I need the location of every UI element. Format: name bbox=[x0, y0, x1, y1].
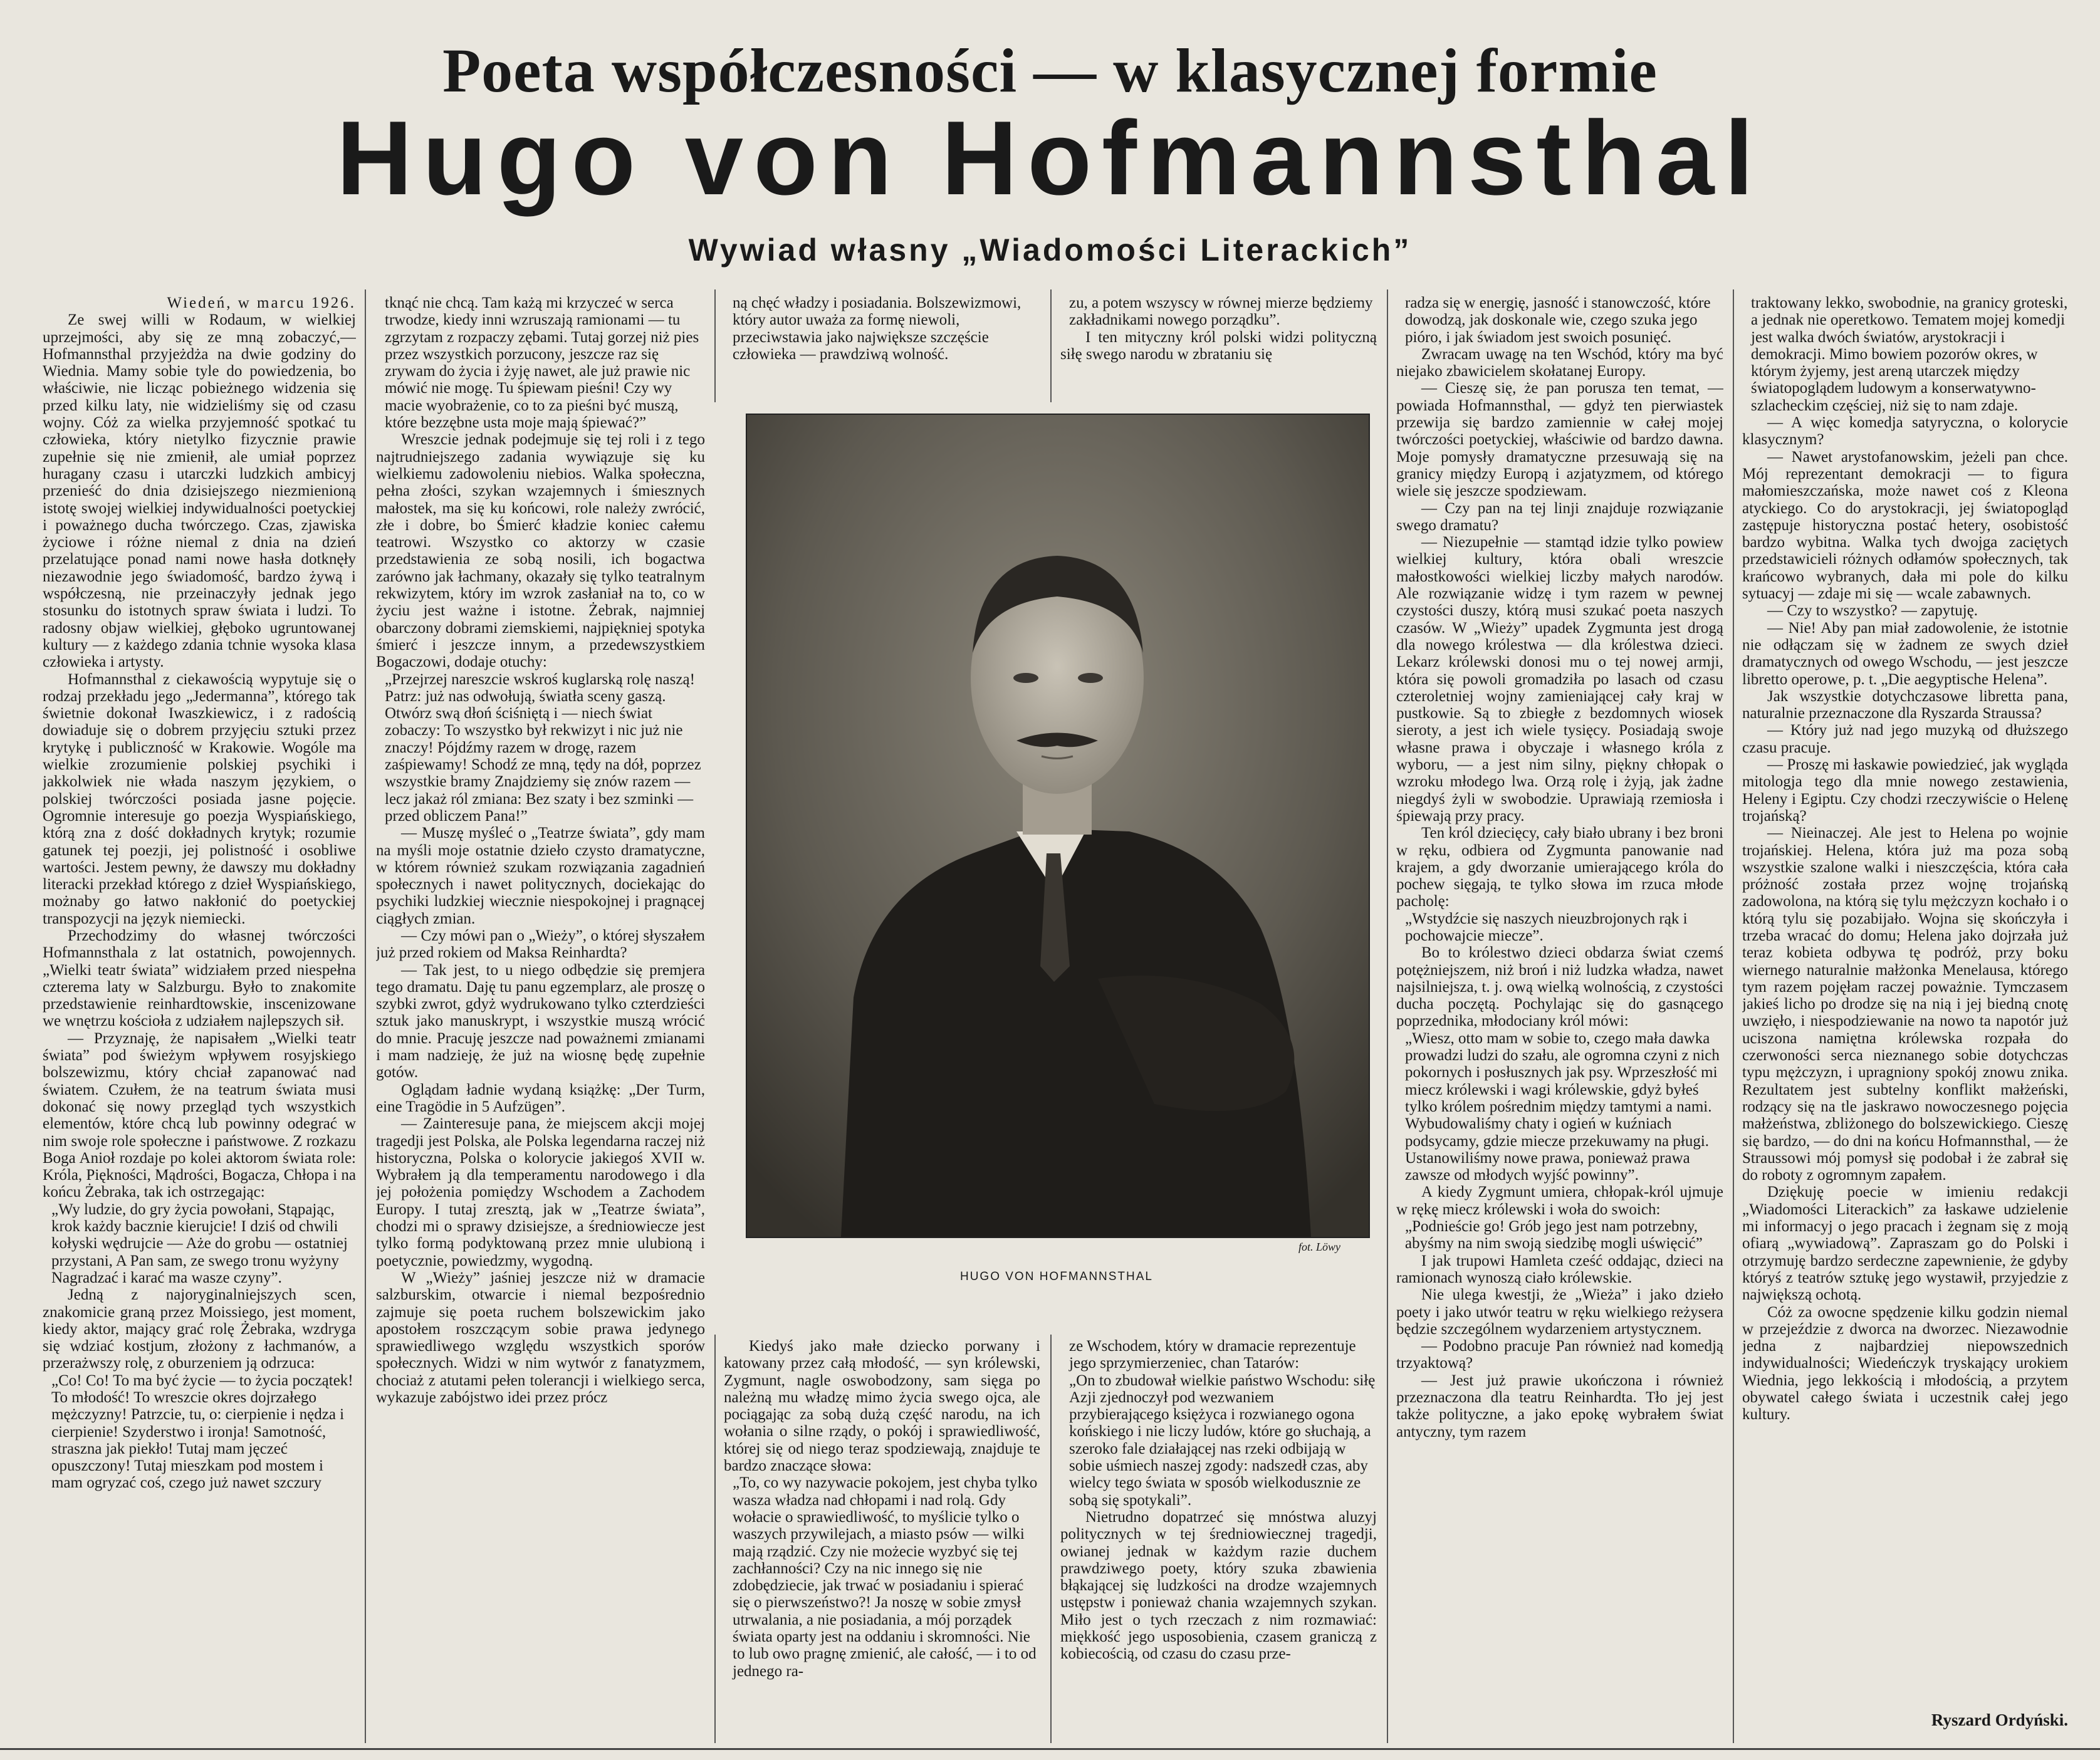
article-paragraph: I jak trupowi Hamleta cześć oddając, dzieci na ramionach wynoszą ciało królewskie. bbox=[1396, 1252, 1723, 1286]
quoted-passage: „To, co wy nazywacie pokojem, jest chyba tylko wasza władza nad chłopami i nad rolą. Gdy wołacie o sprawiedliwość, to myślicie tylko o waszych przywilejach, a miasto psów — wilki mają rządzić. Czy nie możecie wyzbyć się tej zachłanności? Czy na nic innego się nie zdobędziecie, jak trwać w posiadaniu i spierać się o pierwszeństwo?! Ja noszę w sobie zmysł utrwalania, a nie posiadania, a mój porządek świata oparty jest na oddaniu i skromności. Nie to lub owo pragnę zmienić, ale całość, — i to od jednego ra- bbox=[733, 1474, 1038, 1680]
text-column-6 bbox=[1742, 294, 2068, 1704]
article-paragraph: — Tak jest, to u niego odbędzie się premjera tego dramatu. Daję tu panu egzemplarz, ale proszę o szybki zwrot, gdyż wydrukowano tylko czterdzieści sztuk jako manuskrypt, i wszystkie muszą wrócić do mnie. Pracuję jeszcze nad poważnemi zmianami i mam nadzieję, że już na wiosnę będę zupełnie gotów. bbox=[376, 961, 705, 1081]
article-paragraph: — Czy mówi pan o „Wieży”, o której słyszałem już przed rokiem od Maksa Reinhardta? bbox=[376, 927, 705, 962]
kicker-title: Poeta współczesności — w klasycznej formie bbox=[442, 36, 1658, 105]
article-paragraph: Jedną z najoryginalniejszych scen, znakomicie graną przez Moissiego, jest moment, kiedy aktor, mający grać rolę Żebraka, wzdryga się wdziać kostjum, złożony z łachmanów, a przerażwszy rolę, z oburzeniem ją odrzuca: bbox=[43, 1286, 356, 1372]
column-rule bbox=[1050, 1335, 1052, 1743]
headline: Hugo von Hofmannsthal bbox=[336, 99, 1764, 217]
quoted-passage: „On to zbudował wielkie państwo Wschodu: siłę Azji zjednoczył pod wezwaniem przybierającego księżyca i rozwianego ogona końskiego i nie liczy ludów, które go słuchają, a szeroko fale działającej nas rzeki odbijają w sobie uśmiech naszej zgody: nadszedł czas, aby wielcy tego świata w sposób wielkodusznie ze sobą się spotykali”. bbox=[1069, 1372, 1376, 1509]
article-paragraph: — Który już nad jego muzyką od dłuższego czasu pracuje. bbox=[1742, 722, 2068, 756]
article-paragraph: Ten król dziecięcy, cały biało ubrany i bez broni w ręku, odbiera od Zygmunta panowanie nad krajem, a gdy dworzanie umierającego króla do pochew sięgają, te tylko słowa im rzuca młode pacholę: bbox=[1396, 825, 1723, 910]
quoted-passage: „Wstydźcie się naszych nieuzbrojonych rąk i pochowajcie miecze”. bbox=[1405, 910, 1688, 944]
article-paragraph: Ze swej willi w Rodaum, w wielkiej uprzejmości, aby się ze mną zobaczyć,— Hofmannsthal przyjeżdża na dwie godziny do Wiednia. Mamy sobie tyle do powiedzenia, bo właściwie, nie licząc pobieżnego widzenia się przed kilku laty, nie widzieliśmy się od czasu wojny. Cóż za wielka przyjemność spotkać tu człowieka, który nietylko fizycznie prawie zupełnie się nie zmienił, ale umiał poprzez huragany czasu i utarczki ludzkich ambicyj przenieść do dnia dzisiejszego niezmienioną istotę swojej wielkiej indywidualności poetyckiej i poważnego ducha twórczego. Czas, zjawiska życiowe i różne niemal z dnia na dzień przelatujące ponad nami nowe hasła dotknęły niezawodnie jego świadomość, bardzo żywą i współczesną, nie przeinaczyły jednak jego stosunku do istotnych spraw świata i ludzi. To radosny objaw wielkiej, głęboko ugruntowanej kultury — z każdego zdania tchnie wysoka klasa człowieka i artysty. bbox=[43, 311, 356, 671]
text-column-2 bbox=[376, 294, 705, 1748]
article-paragraph: Bo to królestwo dzieci obdarza świat czemś potężniejszem, niż broń i niż ludzka władza, nawet najsilniejsza, t. j. ową wielką wolnością, z czystości ducha poczętą. Pochylając się do gasnącego poprzednika, młodociany król mówi: bbox=[1396, 944, 1723, 1030]
article-paragraph: — Czy to wszystko? — zapytuję. bbox=[1767, 602, 1978, 620]
article-paragraph: Oglądam ładnie wydaną książkę: „Der Turm, eine Tragödie in 5 Aufzügen”. bbox=[376, 1081, 705, 1115]
article-paragraph: — Podobno pracuje Pan również nad komedją trzyaktową? bbox=[1396, 1338, 1723, 1372]
article-paragraph: Nie ulega kwestji, że „Wieża” i jako dzieło poety i jako utwór teatru w ręku wielkiego reżysera będzie szczególnem wydarzeniem artystycznem. bbox=[1396, 1286, 1723, 1338]
portrait-illustration bbox=[747, 415, 1369, 1237]
article-paragraph: — Nie! Aby pan miał zadowolenie, że istotnie nie odłączam się w żadnem ze swych dzieł dramatycznych od owego Wschodu, — jest jeszcze libretto operowe, p. t. „Die aegyptische Helena”. bbox=[1742, 619, 2068, 688]
quoted-passage: „Przejrzej nareszcie wskroś kuglarską rolę naszą! Patrz: już nas odwołują, światła sceny gaszą. Otwórz swą dłoń ściśniętą i — niech świat zobaczy: To wszystko był rekwizyt i nic już nie znaczy! Pójdźmy razem w drogę, razem zaśpiewamy! Schodź ze mną, tędy na dół, poprzez wszystkie bramy Znajdziemy się znów razem — lecz jakaż ról zmiana: Bez szaty i bez szminki — przed obliczem Pana!” bbox=[385, 670, 701, 825]
quoted-passage: „Podnieście go! Grób jego jest nam potrzebny, abyśmy na nim swoją siedzibę mogli uświęcić” bbox=[1405, 1218, 1703, 1252]
dateline: Wiedeń, w marcu 1926. bbox=[167, 294, 356, 311]
article-paragraph: — A więc komedja satyryczna, o kolorycie klasycznym? bbox=[1742, 414, 2068, 449]
article-paragraph: — Proszę mi łaskawie powiedzieć, jak wygląda mitologja tego dla mnie nowego zestawienia, Heleny i Egiptu. Czy chodzi rzeczywiście o Helenę trojańską? bbox=[1742, 756, 2068, 825]
article-paragraph: Jak wszystkie dotychczasowe libretta pana, naturalnie przeznaczone dla Ryszarda Straussa? bbox=[1742, 687, 2068, 722]
column-rule bbox=[1050, 289, 1052, 402]
bottom-rule bbox=[0, 1748, 2100, 1750]
article-paragraph: Zwracam uwagę na ten Wschód, który ma być niejako zbawicielem skołatanej Europy. bbox=[1396, 345, 1723, 380]
article-paragraph: Nietrudno dopatrzeć się mnóstwa aluzyj politycznych w tej średniowiecznej tragedji, owianej jednak w każdym razie duchem prawdziwego poety, który szuka zbawienia błąkającej się ludzkości na drodze wzajemnych ustępstw i ponieważ chania wzajemnych szykan. Miło jest o tych rzeczach z nim rozmawiać: miękkość jego usposobienia, czasem graniczą z kobiecością, od czasu do czasu prze- bbox=[1060, 1508, 1377, 1663]
article-paragraph: — Jest już prawie ukończona i również przeznaczona dla teatru Reinhardta. Tło jej jest także polityczne, a jako epokę wybrałem świat antyczny, tym razem bbox=[1396, 1372, 1723, 1440]
article-paragraph: W „Wieży” jaśniej jeszcze niż w dramacie salzburskim, otwarcie i niemal bezpośrednio zajmuje się poeta ruchem bolszewickim jako apostołem roszczącym sobie prawa jedynego sprawiedliwego względu wszystkich sporów społecznych. Widzi w nim wytwór z fanatyzmem, chociaż z atutami pełen tolerancji i wielkiego serca, wykazuje zabójstwo idei przez prócz bbox=[376, 1269, 705, 1406]
quoted-passage: „Wy ludzie, do gry życia powołani, Stąpając, krok każdy bacznie kierujcie! I dziś od chwili kołyski wędrujcie — Aże do grobu — ostatniej przystani, A Pan sam, ze swego tronu wyżyny Nagradzać i karać ma wasze czyny”. bbox=[51, 1200, 348, 1286]
article-paragraph: — Cieszę się, że pan porusza ten temat, — powiada Hofmannsthal, — gdyż ten pierwiastek przewija się bardzo zamiennie w całej mojej twórczości poetyckiej, właściwie od bardzo dawna. Moje pomysły dramatyczne przesuwają się na granicy między Europą i azjatyzmem, od którego wiele się jeszcze spodziewam. bbox=[1396, 380, 1723, 500]
column-rule bbox=[714, 1335, 716, 1743]
photo-credit: fot. Löwy bbox=[1298, 1241, 1341, 1253]
column-rule bbox=[714, 289, 716, 402]
quoted-passage: tknąć nie chcą. Tam każą mi krzyczeć w serca trwodze, kiedy inni wzruszają ramionami — tu zgrzytam z rozpaczy zębami. Tutaj gorzej niż pies przez wszystkich porzucony, jeszcze raz się zrywam do życia i żyję nawet, ale już prawie nic mówić nie mogę. Tu śpiewam pieśni! Czy wy macie wyobrażenie, co to za pieśni być muszą, które bezzębne usta moje mają śpiewać?” bbox=[385, 294, 699, 432]
quoted-passage: traktowany lekko, swobodnie, na granicy groteski, a jednak nie operetkowo. Tematem mojej komedji jest walka dwóch światów, arystokracji i demokracji. Mimo bowiem pozorów okres, w którym żyjemy, jest areną utarczek między światopoglądem ludowym a konserwatywno-szlacheckim częściej, niż się to nam zdaje. bbox=[1751, 294, 2068, 414]
article-paragraph: Cóż za owocne spędzenie kilku godzin niemal w przejeździe z dworca na dworzec. Niezawodnie jedna z najbardziej niepowszednich indywidualności; Wiedeńczyk tryskający urokiem Wiednia, jego lekkością i młodością, a przytem obywatel całego świata i uczestnik całej jego kultury. bbox=[1742, 1303, 2068, 1424]
column-rule bbox=[1387, 289, 1388, 1743]
column-rule bbox=[365, 289, 366, 1743]
quoted-passage: zu, a potem wszyscy w równej mierze będziemy zakładnikami nowego porządku”. bbox=[1069, 294, 1373, 329]
article-paragraph: — Nawet arystofanowskim, jeżeli pan chce. Mój reprezentant demokracji — to figura małomieszczańska, może nawet coś z Kleona atyckiego. Co do arystokracji, jej światopogląd zastępuje historyczna postać hetery, osobistość bardzo wybitna. Walka tych dwojga zaciętych przedstawicieli różnych odłamów społecznych, tak krańcowo wybranych, dała mi pole do kilku sytuacyj — zdaje mi się — wcale zabawnych. bbox=[1742, 448, 2068, 603]
article-paragraph: — Muszę myśleć o „Teatrze świata”, gdy mam na myśli moje ostatnie dzieło czysto dramatyczne, w którem również szukam rozwiązania zagadnień społecznych i nawet politycznych, dociekając do psychiki ludzkiej wiecznie niespokojnej i pragnącej ciągłych zmian. bbox=[376, 825, 705, 927]
article-paragraph: A kiedy Zygmunt umiera, chłopak-król ujmuje w rękę miecz królewski i woła do swoich: bbox=[1396, 1184, 1723, 1218]
portrait-photo bbox=[746, 414, 1370, 1238]
subheadline: Wywiad własny „Wiadomości Literackich” bbox=[688, 232, 1412, 268]
text-column-3-bottom bbox=[724, 1338, 1040, 1745]
article-paragraph: Kiedyś jako małe dziecko porwany i katowany przez całą młodość, — syn królewski, Zygmunt, nagle oswobodzony, sam sięga po należną mu władzę mimo życia swego ojca, ale pociągając za sobą dużą część narodu, na ich wołania o silne rządy, o pokój i sprawiedliwość, której się od niego teraz spodziewają, znajduje te bardzo znaczące słowa: bbox=[724, 1338, 1040, 1475]
column-rule bbox=[1733, 289, 1734, 1743]
article-paragraph: Dziękuję poecie w imieniu redakcji „Wiadomości Literackich” za łaskawe udzielenie mi informacyj o jego pracach i żegnam się z moją ofiarą „wywiadową”. Zapraszam go do Polski i otrzymuję bardzo serdeczne zapewnienie, że gdyby któryś z teatrów sztukę jego wystawił, przyjedzie z największą ochotą. bbox=[1742, 1184, 2068, 1304]
article-paragraph: — Przyznaję, że napisałem „Wielki teatr świata” pod świeżym wpływem rosyjskiego bolszewizmu, który chciał zapanować nad światem. Czułem, że na teatrum świata musi dokonać się nowy przegląd tych wszystkich elementów, które chcą lub powinny odegrać w nim swoje role społeczne i państwowe. Z rozkazu Boga Anioł rozdaje po kolei aktorom świata role: Króla, Piękności, Mądrości, Bogacza, Chłopa i na końcu Żebraka, tak ich ostrzegając: bbox=[43, 1029, 356, 1201]
photo-caption: HUGO VON HOFMANNSTHAL bbox=[959, 1270, 1154, 1283]
quoted-passage: „Co! Co! To ma być życie — to życia początek! To młodość! To wreszcie okres dojrzałego mężczyzny! Patrzcie, tu, o: cierpienie i nędza i cierpienie! Szyderstwo i ironja! Samotność, straszna jak piekło! Tutaj mam jęczeć opuszczony! Tutaj mieszkam pod mostem i mam ogryzać coś, czego już nawet szczury bbox=[51, 1372, 353, 1492]
text-column-4-top bbox=[1060, 294, 1377, 401]
author-signature: Ryszard Ordyński. bbox=[1931, 1711, 2068, 1729]
article-paragraph: Hofmannsthal z ciekawością wypytuje się o rodzaj przekładu jego „Jedermanna”, którego tak świetnie dokonał Iwaszkiewicz, i z radością dowiaduje się o dobrem przyjęciu sztuki przez krytykę i publiczność w Krakowie. Wogóle ma wielkie zrozumienie polskiej psychiki i jakkolwiek nie włada naszym językiem, o polskiej twórczości posiada jasne pojęcie. Ogromnie interesuje go poezja Wyspiańskiego, którą zna z dość dokładnych krytyk; rozumie gatunek tej poezji, jej polistność i osobliwe wartości. Jestem pewny, że dawszy mu dokładny literacki przekład którego z dzieł Wyspiańskiego, możnaby go łatwo nakłonić do poetyckiej transpozycji na język niemiecki. bbox=[43, 670, 356, 927]
quoted-passage: radza się w energię, jasność i stanowczość, które dowodzą, jak doskonale wie, czego szuka jego pióro, i jak świadom jest swoich posunięć. bbox=[1405, 294, 1711, 346]
article-paragraph: — Czy pan na tej linji znajduje rozwiązanie swego dramatu? bbox=[1396, 499, 1723, 534]
text-column-5 bbox=[1396, 294, 1723, 1748]
article-paragraph: Przechodzimy do własnej twórczości Hofmannsthala z lat ostatnich, powojennych. „Wielki teatr świata” widziałem przed niespełna czterema laty w Salzburgu. Było to znakomite przedstawienie reinhardtowskie, inscenizowane we wnętrzu kościoła z udziałem najlepszych sił. bbox=[43, 927, 356, 1030]
quoted-passage: „Wiesz, otto mam w sobie to, czego mała dawka prowadzi ludzi do szału, ale ogromna czyni z nich pokornych i posłusznych jak psy. Wprzeszłość mi miecz królewski i wagi królewskie, gdyż byłeś tylko królem pośrednim między tamtymi a nami. Wybudowaliśmy chaty i ogień w kuźniach podsycamy, gdzie miecze przekuwamy na pługi. Ustanowiliśmy nowe prawa, ponieważ prawa zawsze od młodych wyjść powinny”. bbox=[1405, 1029, 1720, 1184]
text-column-1 bbox=[43, 294, 356, 1748]
quoted-passage: ze Wschodem, który w dramacie reprezentuje jego sprzymierzeniec, chan Tatarów: bbox=[1069, 1338, 1356, 1372]
article-paragraph: Wreszcie jednak podejmuje się tej roli i z tego najtrudniejszego zadania wywiązuje się ku wielkiemu zadowoleniu niebios. Walka społeczna, pełna złości, szykan wzajemnych i śmiesznych małostek, ma się ku końcowi, role należy zwrócić, złe i dobre, bo Śmierć kładzie koniec całemu teatrowi. Wszystko co aktorzy w czasie przedstawienia ze sobą nosili, ich bogactwa zarówno jak łachmany, okazały się tylko teatralnym rekwizytem, który im wzrok zasłaniał na to, co w życiu jest ważne i istotne. Żebrak, najmniej obarczony dobrami ziemskiemi, najpiękniej spotyka śmierć i jeszcze innym, a przedewszystkiem Bogaczowi, dodaje otuchy: bbox=[376, 431, 705, 671]
text-column-4-bottom bbox=[1060, 1338, 1377, 1745]
article-paragraph: — Niezupełnie — stamtąd idzie tylko powiew wielkiej kultury, która obali wreszcie małostkowości wielkiej liczby małych narodów. Ale rozwiązanie widzę i tym razem w pewnej czystości duszy, którą musi szukać poeta naszych czasów. W „Wieży” upadek Zygmunta jest drogą dla nowego królestwa — dla królestwa dzieci. Lekarz królewski donosi mu o tej nowej armji, która się powoli gromadziła po lasach od czasu czteroletniej wojny zamieniającej cały kraj w pustkowie. Są to zbiegłe z bezdomnych wiosek sieroty, a jest ich wiele tysięcy. Posiadają swoje własne prawa i obyczaje i własnego króla z wyboru, — a jest nim silny, piękny chłopak o wzroku młodego lwa. Orzą rolę i żyją, jak żadne niegdyś żyli w swobodzie. Uprawiają rzemiosła i śpiewają przy pracy. bbox=[1396, 534, 1723, 825]
text-column-3-top bbox=[724, 294, 1040, 401]
article-paragraph: I ten mityczny król polski widzi polityczną siłę swego narodu w zbrataniu się bbox=[1060, 328, 1377, 363]
article-paragraph: — Nieinaczej. Ale jest to Helena po wojnie trojańskiej. Helena, która już ma poza sobą wszystkie szalone walki i nieszczęścia, która cała próżność została przez wojnę trojańską zadowolona, na którą się tylu mężczyzn kochało i o którą tylu się pozabijało. Wojna się skończyła i trzeba wracać do domu; Helena jako dojrzała już teraz kobieta odbywa tę podróż, przy boku wiernego naturalnie małżonka Menelausa, którego tym razem pojęłam raczej poważnie. Tymczasem jakieś licho po drodze się na nią i jej biedną cnotę uwzięło, i niespodziewanie na nowo ta napotór już uciszona namiętna królewska rozpała do czerwoności serca nieznanego sobie dotychczas typu mężczyzn, i upragniony spokój znowu znika. Rezultatem jest subtelny konflikt małżeński, rodzący się na tle jaskrawo nowoczesnego pojęcia małżeństwa, zbliżonego do bolszewickiego. Cieszę się bardzo, — do dni na końcu Hofmannsthal, — że Straussowi mój pomysł się podobał i że zabrał się do roboty z ogromnym zapałem. bbox=[1742, 825, 2068, 1184]
article-paragraph: — Zainteresuje pana, że miejscem akcji mojej tragedji jest Polska, ale Polska legendarna raczej niż historyczna, Polska o kolorycie jakiegoś XVII w. Wybrałem ją dla temperamentu narodowego i dla jej położenia pomiędzy Wschodem a Zachodem Europy. I tutaj zresztą, jak w „Teatrze świata”, chodzi mi o sprawy dzisiejsze, a średniowiecze jest tylko formą podyktowaną przez mnie ulubioną i poetycznie, powiedzmy, wygodną. bbox=[376, 1115, 705, 1269]
quoted-passage: ną chęć władzy i posiadania. Bolszewizmowi, który autor uważa za formę niewoli, przeciwstawia jako największe szczęście człowieka — prawdziwą wolność. bbox=[733, 294, 1021, 363]
